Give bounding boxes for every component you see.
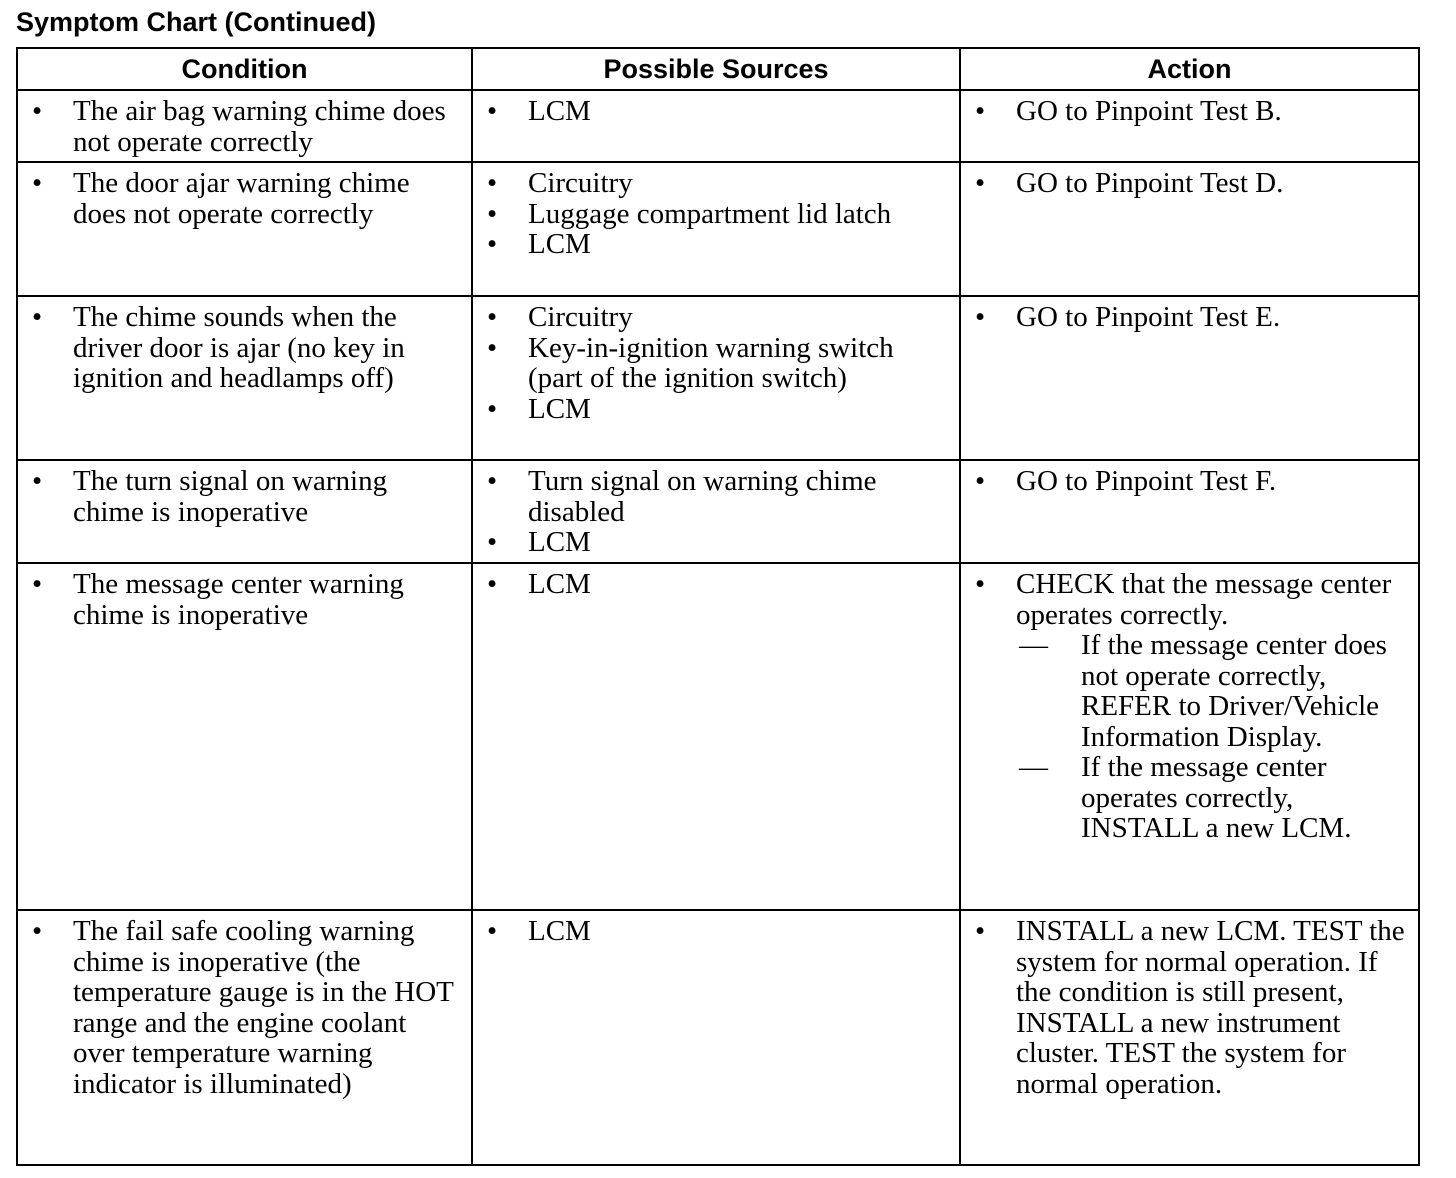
table-row — [17, 910, 1419, 1165]
condition-text: • The door ajar warning chime does not operate correctly — [30, 168, 463, 229]
source-item: • LCM — [485, 394, 951, 425]
action-cell — [960, 460, 1419, 563]
symptom-chart-table — [16, 47, 1420, 1166]
condition-cell — [17, 563, 472, 910]
sources-cell — [472, 563, 960, 910]
action-subitem: — If the message center operates correctly, INSTALL a new LCM. — [1016, 752, 1410, 844]
action-cell — [960, 296, 1419, 460]
source-item: • Key-in-ignition warning switch (part of the ignition switch) — [485, 333, 951, 394]
condition-cell — [17, 296, 472, 460]
sources-cell — [472, 910, 960, 1165]
condition-text: • The air bag warning chime does not operate correctly — [30, 96, 463, 157]
action-column-header: Action — [960, 48, 1419, 90]
action-text: • INSTALL a new LCM. TEST the system for normal operation. If the condition is still present, INSTALL a new instrument cluster. TEST the system for normal operation. — [973, 916, 1410, 1099]
condition-cell — [17, 90, 472, 162]
condition-text: • The message center warning chime is inoperative — [30, 569, 463, 630]
condition-text: • The chime sounds when the driver door is ajar (no key in ignition and headlamps off) — [30, 302, 463, 394]
page-title: Symptom Chart (Continued) — [16, 7, 376, 37]
action-cell — [960, 910, 1419, 1165]
action-cell — [960, 563, 1419, 910]
action-text: • GO to Pinpoint Test F. — [973, 466, 1410, 497]
source-item: • LCM — [485, 569, 951, 600]
source-item: • Luggage compartment lid latch — [485, 199, 951, 230]
action-text: • GO to Pinpoint Test B. — [973, 96, 1410, 127]
source-item: • Circuitry — [485, 302, 951, 333]
action-text: • GO to Pinpoint Test E. — [973, 302, 1410, 333]
sources-cell — [472, 162, 960, 296]
source-item: • LCM — [485, 229, 951, 260]
table-row — [17, 90, 1419, 162]
possible-sources-column-header: Possible Sources — [472, 48, 960, 90]
action-cell — [960, 90, 1419, 162]
action-text: • GO to Pinpoint Test D. — [973, 168, 1410, 199]
table-header-row — [17, 48, 1419, 90]
source-item: • LCM — [485, 527, 951, 558]
action-cell — [960, 162, 1419, 296]
condition-text: • The fail safe cooling warning chime is inoperative (the temperature gauge is in the HOT range and the engine coolant over temperature warning indicator is illuminated) — [30, 916, 463, 1099]
source-item: • Circuitry — [485, 168, 951, 199]
condition-column-header: Condition — [17, 48, 472, 90]
condition-cell — [17, 162, 472, 296]
sources-cell — [472, 460, 960, 563]
source-item: • LCM — [485, 916, 951, 947]
table-row — [17, 296, 1419, 460]
table-row — [17, 460, 1419, 563]
condition-text: • The turn signal on warning chime is inoperative — [30, 466, 463, 527]
condition-cell — [17, 910, 472, 1165]
table-row — [17, 162, 1419, 296]
action-item — [973, 569, 1410, 844]
action-subitem: — If the message center does not operate correctly, REFER to Driver/Vehicle Information Display. — [1016, 630, 1410, 752]
sources-cell — [472, 296, 960, 460]
sources-cell — [472, 90, 960, 162]
action-text: CHECK that the message center operates correctly. — [1016, 568, 1392, 631]
condition-cell — [17, 460, 472, 563]
source-item: • Turn signal on warning chime disabled — [485, 466, 951, 527]
source-item: • LCM — [485, 96, 951, 127]
table-row — [17, 563, 1419, 910]
